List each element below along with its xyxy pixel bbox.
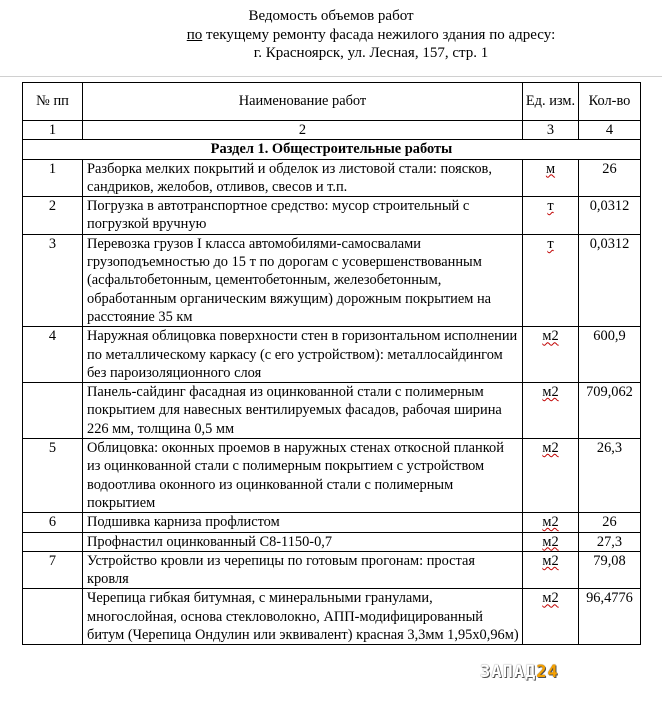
- unit-text: м2: [542, 552, 559, 569]
- row-no: 6: [23, 513, 83, 532]
- table-row: [23, 551, 641, 589]
- column-number-row: [23, 121, 641, 140]
- works-table: [22, 82, 641, 645]
- row-name: Устройство кровли из черепицы по готовым прогонам: простая кровля: [83, 551, 523, 589]
- subtitle-prefix: по: [186, 26, 203, 43]
- col-header-unit: Ед. изм.: [523, 83, 579, 121]
- section-title: Раздел 1. Общестроительные работы: [23, 140, 641, 159]
- row-qty: 0,0312: [579, 197, 641, 235]
- unit-text: м2: [542, 384, 559, 401]
- row-unit: [523, 383, 579, 439]
- row-name: Облицовка: оконных проемов в наружных стенах откосной планкой из оцинкованной стали с полимерным покрытием с устройством водоотлива оконного из оцинкованной стали с полимерным покрытием: [83, 439, 523, 513]
- table-row: [23, 383, 641, 439]
- row-qty: 709,062: [579, 383, 641, 439]
- col-number: 1: [23, 121, 83, 140]
- row-unit: [523, 327, 579, 383]
- row-name: Погрузка в автотранспортное средство: мусор строительный с погрузкой вручную: [83, 197, 523, 235]
- col-header-no: № пп: [23, 83, 83, 121]
- unit-text: м2: [542, 440, 559, 457]
- unit-text: м: [545, 160, 556, 177]
- row-name: Профнастил оцинкованный С8-1150-0,7: [83, 532, 523, 551]
- row-unit: [523, 551, 579, 589]
- col-header-name: Наименование работ: [83, 83, 523, 121]
- row-unit: [523, 513, 579, 532]
- unit-text: м2: [542, 328, 559, 345]
- table-row: [23, 234, 641, 326]
- row-qty: 600,9: [579, 327, 641, 383]
- row-qty: 26,3: [579, 439, 641, 513]
- row-no: 3: [23, 234, 83, 326]
- table-row: [23, 327, 641, 383]
- row-unit: [523, 439, 579, 513]
- row-name: Черепица гибкая битумная, с минеральными гранулами, многослойная, основа стекловолокно, АПП-модифицированный битум (Черепица Ондулин или эквивалент) красная 3,3мм 1,95х0,96м): [83, 589, 523, 645]
- row-qty: 96,4776: [579, 589, 641, 645]
- row-qty: 79,08: [579, 551, 641, 589]
- row-no: 5: [23, 439, 83, 513]
- watermark-number: 24: [536, 662, 559, 682]
- table-row: [23, 197, 641, 235]
- unit-text: м2: [542, 590, 559, 607]
- row-name: Наружная облицовка поверхности стен в горизонтальном исполнении по металлическому каркасу (с его устройством): металлосайдингом без пароизоляционного слоя: [83, 327, 523, 383]
- section-row: [23, 140, 641, 159]
- row-unit: [523, 589, 579, 645]
- row-name: Подшивка карниза профлистом: [83, 513, 523, 532]
- col-number: 2: [83, 121, 523, 140]
- row-unit: [523, 532, 579, 551]
- row-qty: 27,3: [579, 532, 641, 551]
- row-no: 1: [23, 159, 83, 197]
- table-row: [23, 439, 641, 513]
- unit-text: т: [547, 235, 554, 252]
- row-name: Перевозка грузов I класса автомобилями-самосвалами грузоподъемностью до 15 т по дорогам с усовершенствованным (асфальтобетонным, цементобетонным, железобетонным, обработанным органическим вяжущим) дорожным покрытием на расстояние 35 км: [83, 234, 523, 326]
- subtitle-text: текущему ремонту фасада нежилого здания по адресу:: [202, 26, 556, 43]
- row-name: Разборка мелких покрытий и обделок из листовой стали: поясков, сандриков, желобов, отливов, свесов и т.п.: [83, 159, 523, 197]
- watermark-logo: [480, 662, 559, 682]
- document-address: г. Красноярск, ул. Лесная, 157, стр. 1: [253, 45, 489, 61]
- table-row: [23, 513, 641, 532]
- col-header-qty: Кол-во: [579, 83, 641, 121]
- table-row: [23, 532, 641, 551]
- row-no: [23, 383, 83, 439]
- table-row: [23, 589, 641, 645]
- row-name: Панель-сайдинг фасадная из оцинкованной стали с полимерным покрытием для навесных вентилируемых фасадов, рабочая ширина 226 мм, толщина 0,5 мм: [83, 383, 523, 439]
- table-row: [23, 159, 641, 197]
- row-unit: [523, 197, 579, 235]
- document-subtitle: [0, 26, 662, 45]
- table-header-row: [23, 83, 641, 121]
- unit-text: м2: [542, 533, 559, 550]
- document-title: Ведомость объемов работ: [248, 8, 414, 24]
- page-divider: [0, 76, 662, 77]
- col-number: 4: [579, 121, 641, 140]
- col-number: 3: [523, 121, 579, 140]
- watermark-text: ЗАПАД: [480, 662, 537, 682]
- row-unit: [523, 234, 579, 326]
- row-no: 4: [23, 327, 83, 383]
- unit-text: м2: [542, 514, 559, 531]
- document-header: [0, 7, 662, 63]
- row-qty: 26: [579, 159, 641, 197]
- unit-text: т: [547, 198, 554, 215]
- row-qty: 26: [579, 513, 641, 532]
- row-no: [23, 532, 83, 551]
- row-no: 2: [23, 197, 83, 235]
- row-no: [23, 589, 83, 645]
- row-no: 7: [23, 551, 83, 589]
- row-unit: [523, 159, 579, 197]
- row-qty: 0,0312: [579, 234, 641, 326]
